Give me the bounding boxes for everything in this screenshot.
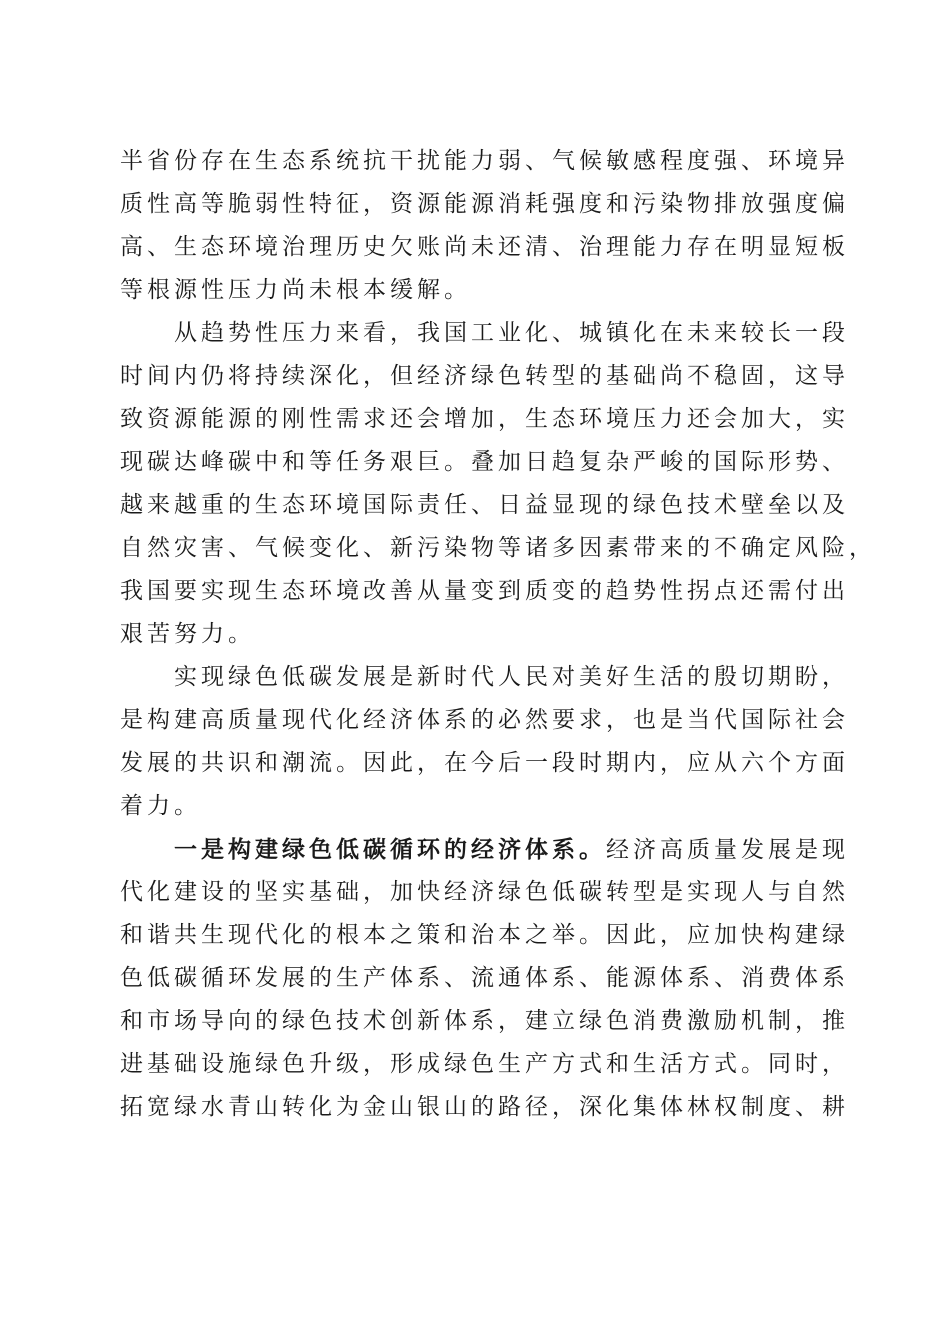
- text-run: 经济高质量发展是现: [606, 837, 849, 863]
- text-line: 拓宽绿水青山转化为金山银山的路径，深化集体林权制度、耕: [120, 1094, 849, 1120]
- section-heading: 一是构建绿色低碳循环的经济体系。: [174, 836, 606, 863]
- text-line: 半省份存在生态系统抗干扰能力弱、气候敏感程度强、环境异: [120, 148, 849, 174]
- text-line: 现碳达峰碳中和等任务艰巨。叠加日趋复杂严峻的国际形势、: [120, 449, 849, 475]
- text-line: 致资源能源的刚性需求还会增加，生态环境压力还会加大，实: [120, 406, 849, 432]
- text-line: 等根源性压力尚未根本缓解。: [120, 277, 471, 303]
- paragraph: [120, 656, 849, 828]
- text-line: 高、生态环境治理历史欠账尚未还清、治理能力存在明显短板: [120, 234, 849, 260]
- paragraph: [120, 312, 876, 656]
- text-line: 从趋势性压力来看，我国工业化、城镇化在未来较长一段: [174, 320, 849, 346]
- text-line: 发展的共识和潮流。因此，在今后一段时期内，应从六个方面: [120, 750, 849, 776]
- text-line: 时间内仍将持续深化，但经济绿色转型的基础尚不稳固，这导: [120, 363, 849, 389]
- text-line: 和谐共生现代化的根本之策和治本之举。因此，应加快构建绿: [120, 922, 849, 948]
- text-line: 自然灾害、气候变化、新污染物等诸多因素带来的不确定风险，: [120, 535, 876, 561]
- text-line: 质性高等脆弱性特征，资源能源消耗强度和污染物排放强度偏: [120, 191, 849, 217]
- text-line: 进基础设施绿色升级，形成绿色生产方式和生活方式。同时，: [120, 1051, 849, 1077]
- text-line: 我国要实现生态环境改善从量变到质变的趋势性拐点还需付出: [120, 578, 849, 604]
- text-line: 着力。: [120, 793, 201, 819]
- text-line: 艰苦努力。: [120, 621, 255, 647]
- text-line: 代化建设的坚实基础，加快经济绿色低碳转型是实现人与自然: [120, 879, 849, 905]
- document-body: [120, 140, 876, 1129]
- text-line: 越来越重的生态环境国际责任、日益显现的绿色技术壁垒以及: [120, 492, 849, 518]
- paragraph: [120, 828, 849, 1129]
- text-line: 和市场导向的绿色技术创新体系，建立绿色消费激励机制，推: [120, 1008, 849, 1034]
- text-line: [120, 828, 849, 871]
- text-line: 色低碳循环发展的生产体系、流通体系、能源体系、消费体系: [120, 965, 849, 991]
- text-line: 是构建高质量现代化经济体系的必然要求，也是当代国际社会: [120, 707, 849, 733]
- text-line: 实现绿色低碳发展是新时代人民对美好生活的殷切期盼，: [174, 664, 849, 690]
- paragraph: [120, 140, 849, 312]
